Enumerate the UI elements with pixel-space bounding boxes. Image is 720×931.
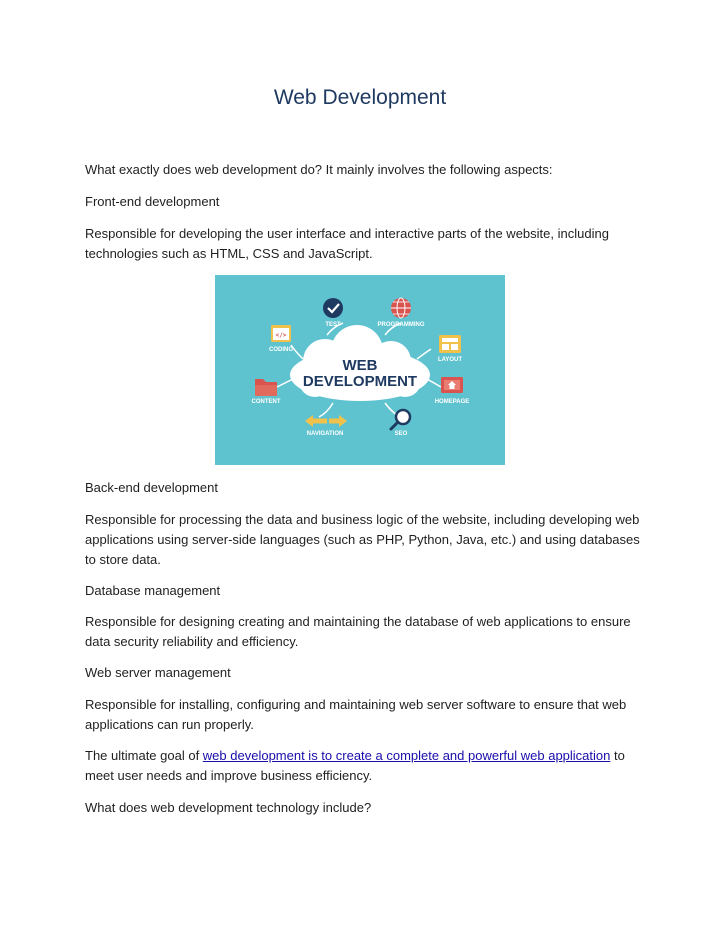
label-programming: PROGRAMMING — [377, 322, 425, 328]
label-homepage: HOMEPAGE — [434, 399, 470, 405]
navigation-arrows-icon — [305, 415, 347, 427]
web-development-link[interactable]: web development is to create a complete and powerful web application — [202, 748, 611, 763]
web-development-illustration — [215, 275, 505, 465]
backend-paragraph: Responsible for processing the data and business logic of the website, including developing web applications using server-side languages (such as PHP, Python, Java, etc.) and using databases to store data. — [85, 512, 640, 567]
goal-suffix: to meet user needs and improve business efficiency. — [85, 748, 625, 783]
cloud-text-line1: WEB — [342, 357, 378, 374]
arrow-seo — [385, 403, 397, 415]
cloud-text-line2: DEVELOPMENT — [302, 373, 418, 390]
goal-paragraph — [85, 746, 640, 786]
programming-globe-icon — [391, 298, 411, 318]
question-paragraph: What does web development technology include? — [85, 800, 372, 815]
frontend-paragraph: Responsible for developing the user interface and interactive parts of the website, including technologies such as HTML, CSS and JavaScript. — [85, 226, 609, 261]
frontend-heading: Front-end development — [85, 194, 220, 209]
database-paragraph: Responsible for designing creating and maintaining the database of web applications to ensure data security reliability and efficiency. — [85, 614, 631, 649]
label-test: TEST — [325, 322, 341, 328]
arrow-homepage — [427, 379, 441, 387]
label-navigation: NAVIGATION — [306, 431, 344, 437]
goal-prefix: The ultimate goal of — [85, 748, 203, 763]
backend-heading: Back-end development — [85, 480, 218, 495]
content-folder-icon — [255, 379, 277, 396]
label-seo: SEO — [394, 431, 408, 437]
arrow-content — [277, 379, 293, 387]
label-coding: CODING — [269, 347, 293, 353]
homepage-icon — [441, 377, 463, 393]
label-layout: LAYOUT — [437, 357, 463, 363]
label-content: CONTENT — [251, 399, 281, 405]
intro-paragraph: What exactly does web development do? It mainly involves the following aspects: — [85, 162, 553, 177]
server-heading: Web server management — [85, 665, 231, 680]
illustration-svg — [215, 275, 505, 465]
arrow-navigation — [319, 403, 333, 417]
coding-window-icon — [271, 325, 291, 342]
page-title: Web Development — [273, 86, 447, 109]
test-check-icon — [323, 298, 343, 318]
server-paragraph: Responsible for installing, configuring and maintaining web server software to ensure that web applications can run properly. — [85, 697, 627, 732]
coding-glyph: </> — [275, 332, 287, 339]
arrow-layout — [417, 349, 431, 359]
layout-icon — [439, 335, 461, 353]
database-heading: Database management — [85, 583, 221, 598]
